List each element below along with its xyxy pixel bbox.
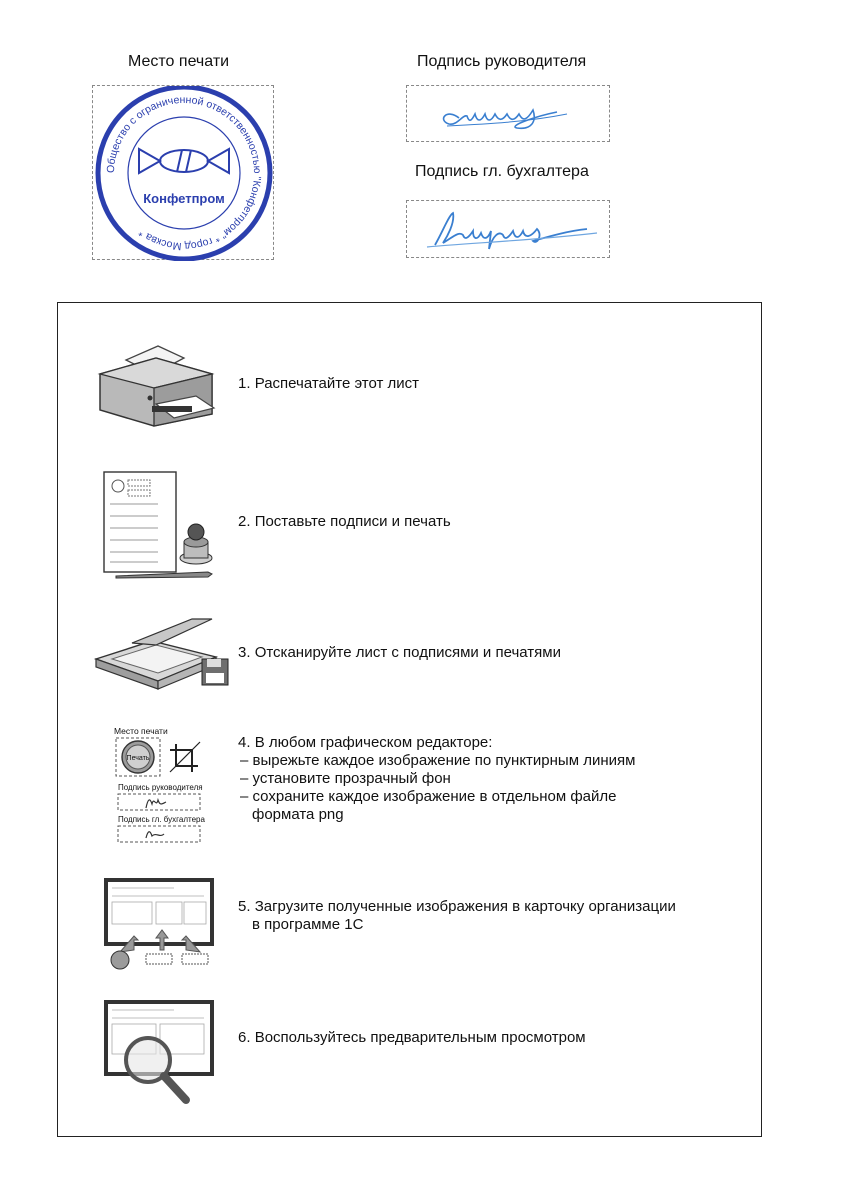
- stamp-company-name: Конфетпром: [143, 191, 225, 206]
- crop-icon: [170, 742, 200, 772]
- svg-text:Место печати: Место печати: [114, 726, 168, 736]
- step-6: 6. Воспользуйтесь предварительным просмотром: [238, 1029, 586, 1046]
- step-5: 5. Загрузите полученные изображения в карточку организации в программе 1С: [238, 898, 676, 933]
- candy-logo-icon: [139, 149, 229, 173]
- director-signature-cutout[interactable]: [406, 85, 610, 142]
- director-signature-label: Подпись руководителя: [417, 53, 587, 70]
- document-stamp-pen-icon: [98, 470, 223, 590]
- stamp-ring-text: Общество с ограниченной ответственностью "Конфетпром" * город Москва *: [104, 93, 264, 253]
- stamp-place-label: Место печати: [128, 53, 230, 70]
- printer-icon: [96, 340, 221, 435]
- preview-magnifier-icon: [104, 1000, 216, 1115]
- scanner-icon: [92, 615, 232, 695]
- stamp-cutout-area[interactable]: [92, 85, 274, 260]
- step-4: 4. В любом графическом редакторе: – вырежьте каждое изображение по пунктирным линиям – установите прозрачный фон – сохраните каждое изображение в отдельном файле формата png: [238, 734, 636, 823]
- svg-text:Печать: Печать: [126, 755, 150, 762]
- accountant-signature-label: Подпись гл. бухгалтера: [415, 163, 589, 180]
- accountant-signature: [407, 201, 611, 259]
- cutout-illustration: [112, 724, 212, 849]
- svg-text:Подпись гл. бухгалтера: Подпись гл. бухгалтера: [118, 815, 205, 824]
- company-stamp: [93, 86, 275, 261]
- step-3: 3. Отсканируйте лист с подписями и печатями: [238, 644, 561, 661]
- upload-to-program-icon: [104, 878, 216, 978]
- step-2: 2. Поставьте подписи и печать: [238, 513, 451, 530]
- svg-text:Подпись руководителя: Подпись руководителя: [118, 783, 203, 792]
- step-1: 1. Распечатайте этот лист: [238, 375, 420, 392]
- accountant-signature-cutout[interactable]: [406, 200, 610, 258]
- director-signature: [407, 86, 611, 143]
